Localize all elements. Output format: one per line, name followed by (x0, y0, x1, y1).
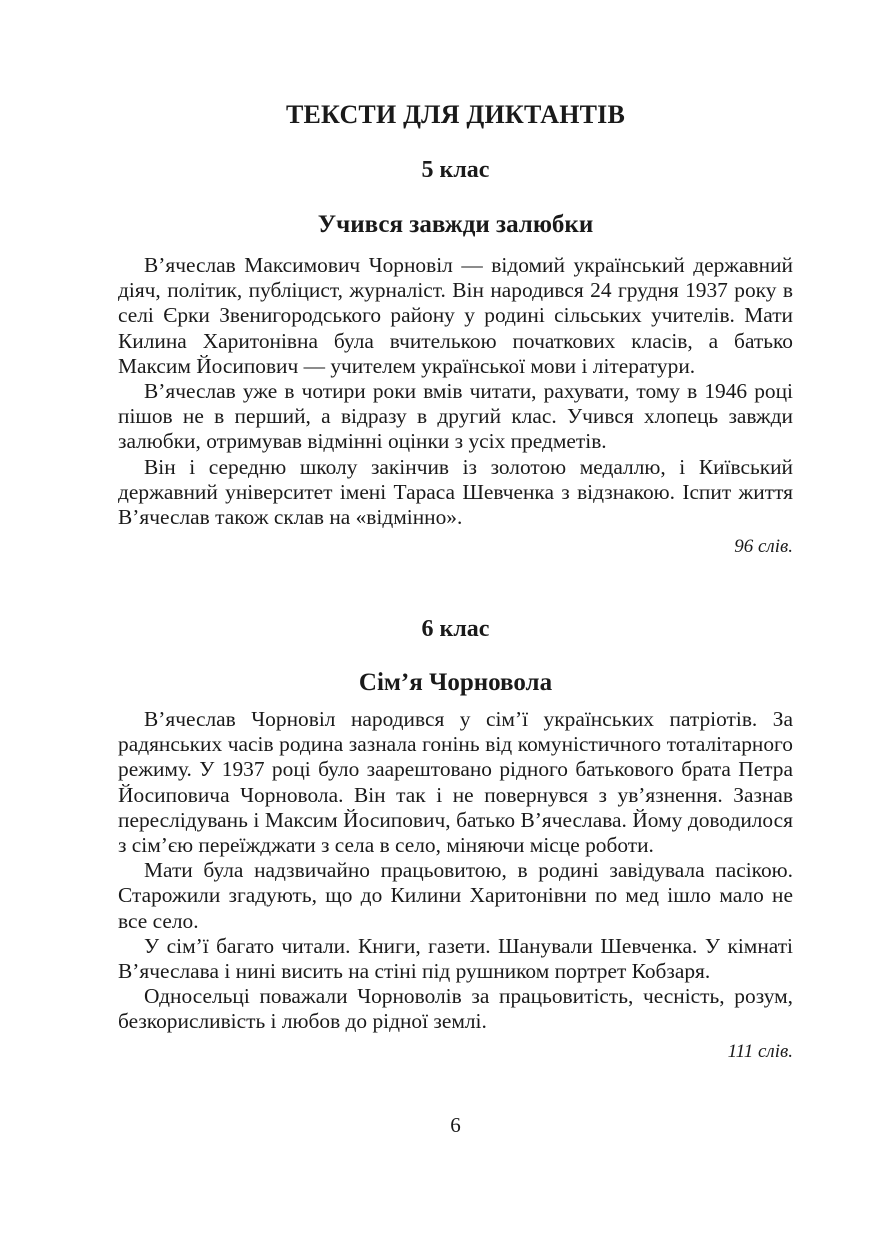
paragraph: В’ячеслав уже в чотири роки вмів читати, рахувати, тому в 1946 році пішов не в перший, а відразу в другий клас. Учився хлопець завжди залюбки, отримував відмінні оцінки з усіх предметів. (118, 379, 793, 454)
story-body (118, 253, 793, 558)
paragraph: В’ячеслав Максимович Чорновіл — відомий український державний діяч, політик, публіцист, журналіст. Він народився 24 грудня 1937 року в селі Єрки Звенигородського району у родині сільських учителів. Мати Килина Харитонівна була вчителькою початкових класів, а батько Максим Йосипович — учителем української мови і літератури. (118, 253, 793, 378)
paragraph: Він і середню школу закінчив із золотою медаллю, і Київський державний університет імені Тараса Шевченка з відзнакою. Іспит життя В’ячеслав також склав на «відмінно». (118, 454, 793, 530)
story-title: Сім’я Чорновола (358, 669, 553, 696)
story-body (118, 707, 793, 1063)
page-number: 6 (450, 1113, 461, 1137)
class-label: 6 клас (421, 616, 490, 642)
paragraph: В’ячеслав Чорновіл народився у сім’ї українських патріотів. За радянських часів родина зазнала гонінь від комуністичного тоталітарного режиму. У 1937 році було заарештовано рідного батькового брата Петра Йосиповича Чорновола. Він так і не повернувся з ув’язнення. Зазнав переслідувань і Максим Йосипович, батько В’ячеслава. Йому доводилося з сім’єю переїжджати з села в село, міняючи місце роботи. (118, 707, 793, 858)
word-count: 96 слів. (734, 536, 793, 558)
class-label: 5 клас (421, 157, 490, 183)
story-title: Учився завжди залюбки (317, 211, 594, 238)
paragraph: Мати була надзвичайно працьовитою, в родині завідувала пасікою. Старожили згадують, що до Килини Харитонівни по мед ішло мало не все село. (118, 858, 793, 933)
paragraph: Односельці поважали Чорноволів за працьовитість, чесність, розум, безкорисливість і любов до рідної землі. (118, 984, 793, 1034)
word-count: 111 слів. (727, 1040, 793, 1062)
page-title: ТЕКСТИ ДЛЯ ДИКТАНТІВ (285, 100, 626, 129)
paragraph: У сім’ї багато читали. Книги, газети. Шанували Шевченка. У кімнаті В’ячеслава і нині висить на стіні під рушником портрет Кобзаря. (118, 933, 793, 984)
